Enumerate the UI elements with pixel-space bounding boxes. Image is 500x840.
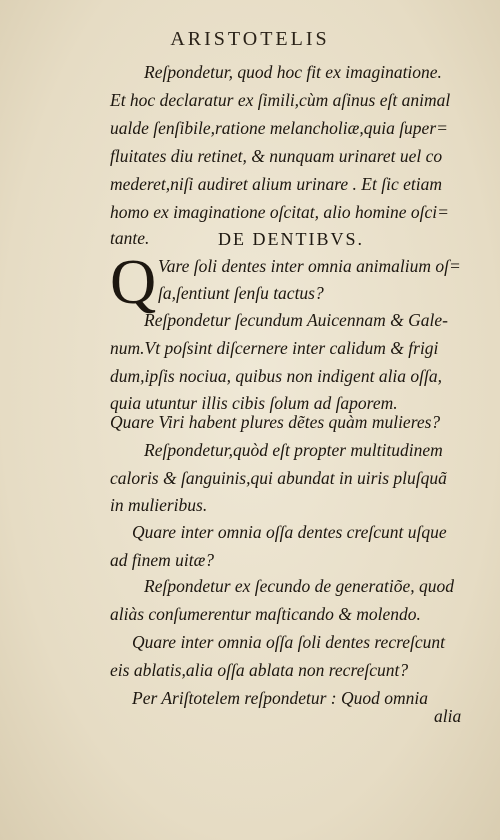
text-line: fluitates diu retinet, & nunquam urinaret uel co xyxy=(110,146,443,166)
text-line: in mulieribus. xyxy=(110,495,208,515)
text-line: ſa,ſentiunt ſenſu tactus? xyxy=(158,283,324,303)
text-line: num.Vt poſsint diſcernere inter calidum & frigi xyxy=(110,338,439,358)
text-line: Quare Viri habent plures dẽtes quàm mulieres? xyxy=(110,412,441,432)
running-head: ARISTOTELIS xyxy=(170,28,330,50)
text-line: Reſpondetur ex ſecundo de generatiõe, quod xyxy=(144,576,455,596)
text-line: homo ex imaginatione oſcitat, alio homine oſci= xyxy=(110,202,449,222)
catchword: alia xyxy=(434,706,462,726)
text-line: Quare inter omnia oſſa dentes creſcunt uſque xyxy=(132,522,447,542)
text-line: ad finem uitæ? xyxy=(110,550,215,570)
section-heading: DE DENTIBVS. xyxy=(218,229,364,249)
text-line: quia utuntur illis cibis ſolum ad ſaporem. xyxy=(110,393,398,413)
text-line: aliàs conſumerentur maſticando & molendo. xyxy=(110,604,421,624)
text-line: caloris & ſanguinis,qui abundat in uiris pluſquã xyxy=(110,468,447,488)
text-line: Reſpondetur,quòd eſt propter multitudinem xyxy=(144,440,443,460)
text-line: tante. xyxy=(110,228,150,248)
text-line: Vare ſoli dentes inter omnia animalium oſ= xyxy=(158,256,461,276)
text-line: Per Ariſtotelem reſpondetur : Quod omnia xyxy=(132,688,429,708)
text-line: ualde ſenſibile,ratione melancholiæ,quia ſuper= xyxy=(110,118,448,138)
text-line: Et hoc declaratur ex ſimili,cùm aſinus eſt animal xyxy=(110,90,451,110)
text-line: Quare inter omnia oſſa ſoli dentes recreſcunt xyxy=(132,632,446,652)
text-line: eis ablatis,alia oſſa ablata non recreſcunt? xyxy=(110,660,409,680)
drop-capital: Q xyxy=(110,246,157,317)
text-line: dum,ipſis nociua, quibus non indigent alia oſſa, xyxy=(110,366,443,386)
text-line: mederet,niſi audiret alium urinare . Et ſic etiam xyxy=(110,174,442,194)
text-line: Reſpondetur ſecundum Auicennam & Gale- xyxy=(144,310,448,330)
text-line: Reſpondetur, quod hoc fit ex imaginatione. xyxy=(144,62,442,82)
